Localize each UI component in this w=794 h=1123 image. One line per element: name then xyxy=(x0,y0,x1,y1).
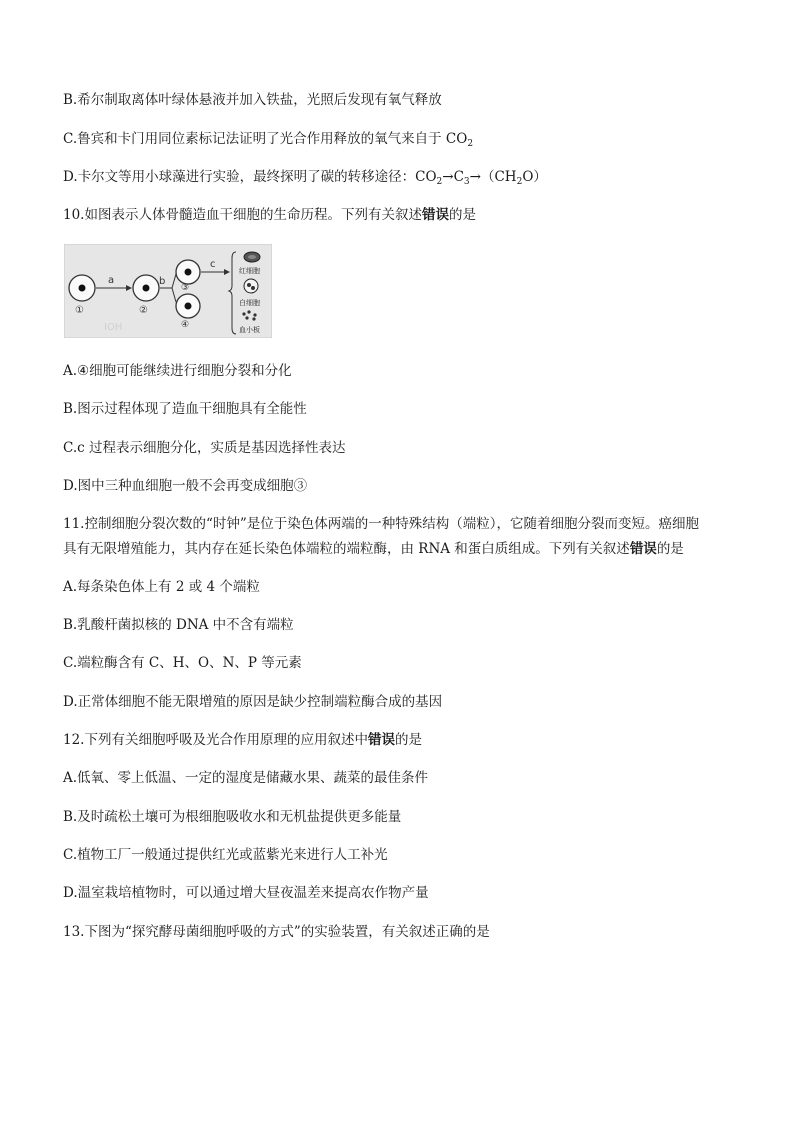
white-blood-cell-icon xyxy=(244,279,258,293)
q12-stem-text: 12.下列有关细胞呼吸及光合作用原理的应用叙述中 xyxy=(63,732,368,748)
cell-number-3: ③ xyxy=(181,283,190,293)
q10-option-b: B.图示过程体现了造血干细胞具有全能性 xyxy=(63,401,307,417)
q10-option-a: A.④细胞可能继续进行细胞分裂和分化 xyxy=(63,363,292,379)
q9-option-b: B.希尔制取离体叶绿体悬液并加入铁盐，光照后发现有氧气释放 xyxy=(63,92,442,108)
subscript: 2 xyxy=(436,177,443,187)
q10-stem xyxy=(63,205,476,225)
q10-option-c: C.c 过程表示细胞分化，实质是基因选择性表达 xyxy=(63,440,346,456)
stem-cell-3 xyxy=(176,260,200,284)
q10-option-d: D.图中三种血细胞一般不会再变成细胞③ xyxy=(63,478,308,494)
cell-number-2: ② xyxy=(139,305,148,316)
q9-option-d-text: O） xyxy=(522,169,547,185)
cell-number-1: ① xyxy=(75,305,84,316)
q9-option-d-text: D.卡尔文等用小球藻进行实验，最终探明了碳的转移途径：CO xyxy=(63,169,437,185)
label-red-blood-cell: 红细胞 xyxy=(239,267,260,275)
stem-cell-1 xyxy=(69,275,95,301)
q11-option-b: B.乳酸杆菌拟核的 DNA 中不含有端粒 xyxy=(63,617,294,633)
blood-cell-differentiation-figure xyxy=(64,244,272,338)
q13-stem: 13.下图为“探究酵母菌细胞呼吸的方式”的实验装置，有关叙述正确的是 xyxy=(63,924,490,940)
q9-option-c xyxy=(63,129,473,154)
q12-stem-text: 的是 xyxy=(394,732,422,748)
arrow-label-a: a xyxy=(108,275,115,286)
q9-option-d-text: →C xyxy=(442,169,464,185)
q12-option-d: D.温室栽培植物时，可以通过增大昼夜温差来提高农作物产量 xyxy=(63,885,429,901)
q12-option-c: C.植物工厂一般通过提供红光或蓝紫光来进行人工补光 xyxy=(63,847,388,863)
svg-text:IOH: IOH xyxy=(104,322,123,333)
q11-option-d: D.正常体细胞不能无限增殖的原因是缺少控制端粒酶合成的基因 xyxy=(63,694,443,710)
keyword-error: 错误 xyxy=(367,732,395,748)
cell-number-4: ④ xyxy=(181,320,190,330)
subscript: 3 xyxy=(463,177,470,187)
label-platelet: 血小板 xyxy=(239,326,260,334)
label-white-blood-cell: 白细胞 xyxy=(239,299,260,307)
arrow-label-c: c xyxy=(210,259,216,270)
stem-cell-2 xyxy=(133,275,159,301)
q11-stem-line2 xyxy=(63,539,684,559)
q9-option-c-text: C.鲁宾和卡门用同位素标记法证明了光合作用释放的氧气来自于 CO xyxy=(63,131,468,147)
q12-stem xyxy=(63,730,422,750)
q10-stem-text: 的是 xyxy=(448,207,476,223)
q11-option-c: C.端粒酶含有 C、H、O、N、P 等元素 xyxy=(63,655,302,671)
q11-stem-line1: 11.控制细胞分裂次数的“时钟”是位于染色体两端的一种特殊结构（端粒），它随着细胞分裂而变短。癌细胞 xyxy=(63,516,700,532)
keyword-error: 错误 xyxy=(421,207,449,223)
stem-cell-4 xyxy=(176,294,200,318)
subscript: 2 xyxy=(467,139,474,149)
figure-svg xyxy=(64,244,272,338)
q11-stem-text: 具有无限增殖能力，其内存在延长染色体端粒的端粒酶，由 RNA 和蛋白质组成。下列有关叙述 xyxy=(63,541,630,557)
q9-option-d xyxy=(63,167,547,192)
q10-stem-text: 10.如图表示人体骨髓造血干细胞的生命历程。下列有关叙述 xyxy=(63,207,422,223)
arrow-label-b: b xyxy=(159,276,166,287)
q12-option-a: A.低氧、零上低温、一定的湿度是储藏水果、蔬菜的最佳条件 xyxy=(63,770,429,786)
keyword-error: 错误 xyxy=(629,541,657,557)
q11-stem-text: 的是 xyxy=(656,541,684,557)
q11-option-a: A.每条染色体上有 2 或 4 个端粒 xyxy=(63,579,260,595)
q12-option-b: B.及时疏松土壤可为根细胞吸收水和无机盐提供更多能量 xyxy=(63,809,402,825)
q9-option-d-text: →（CH xyxy=(469,169,517,185)
subscript: 2 xyxy=(516,177,523,187)
